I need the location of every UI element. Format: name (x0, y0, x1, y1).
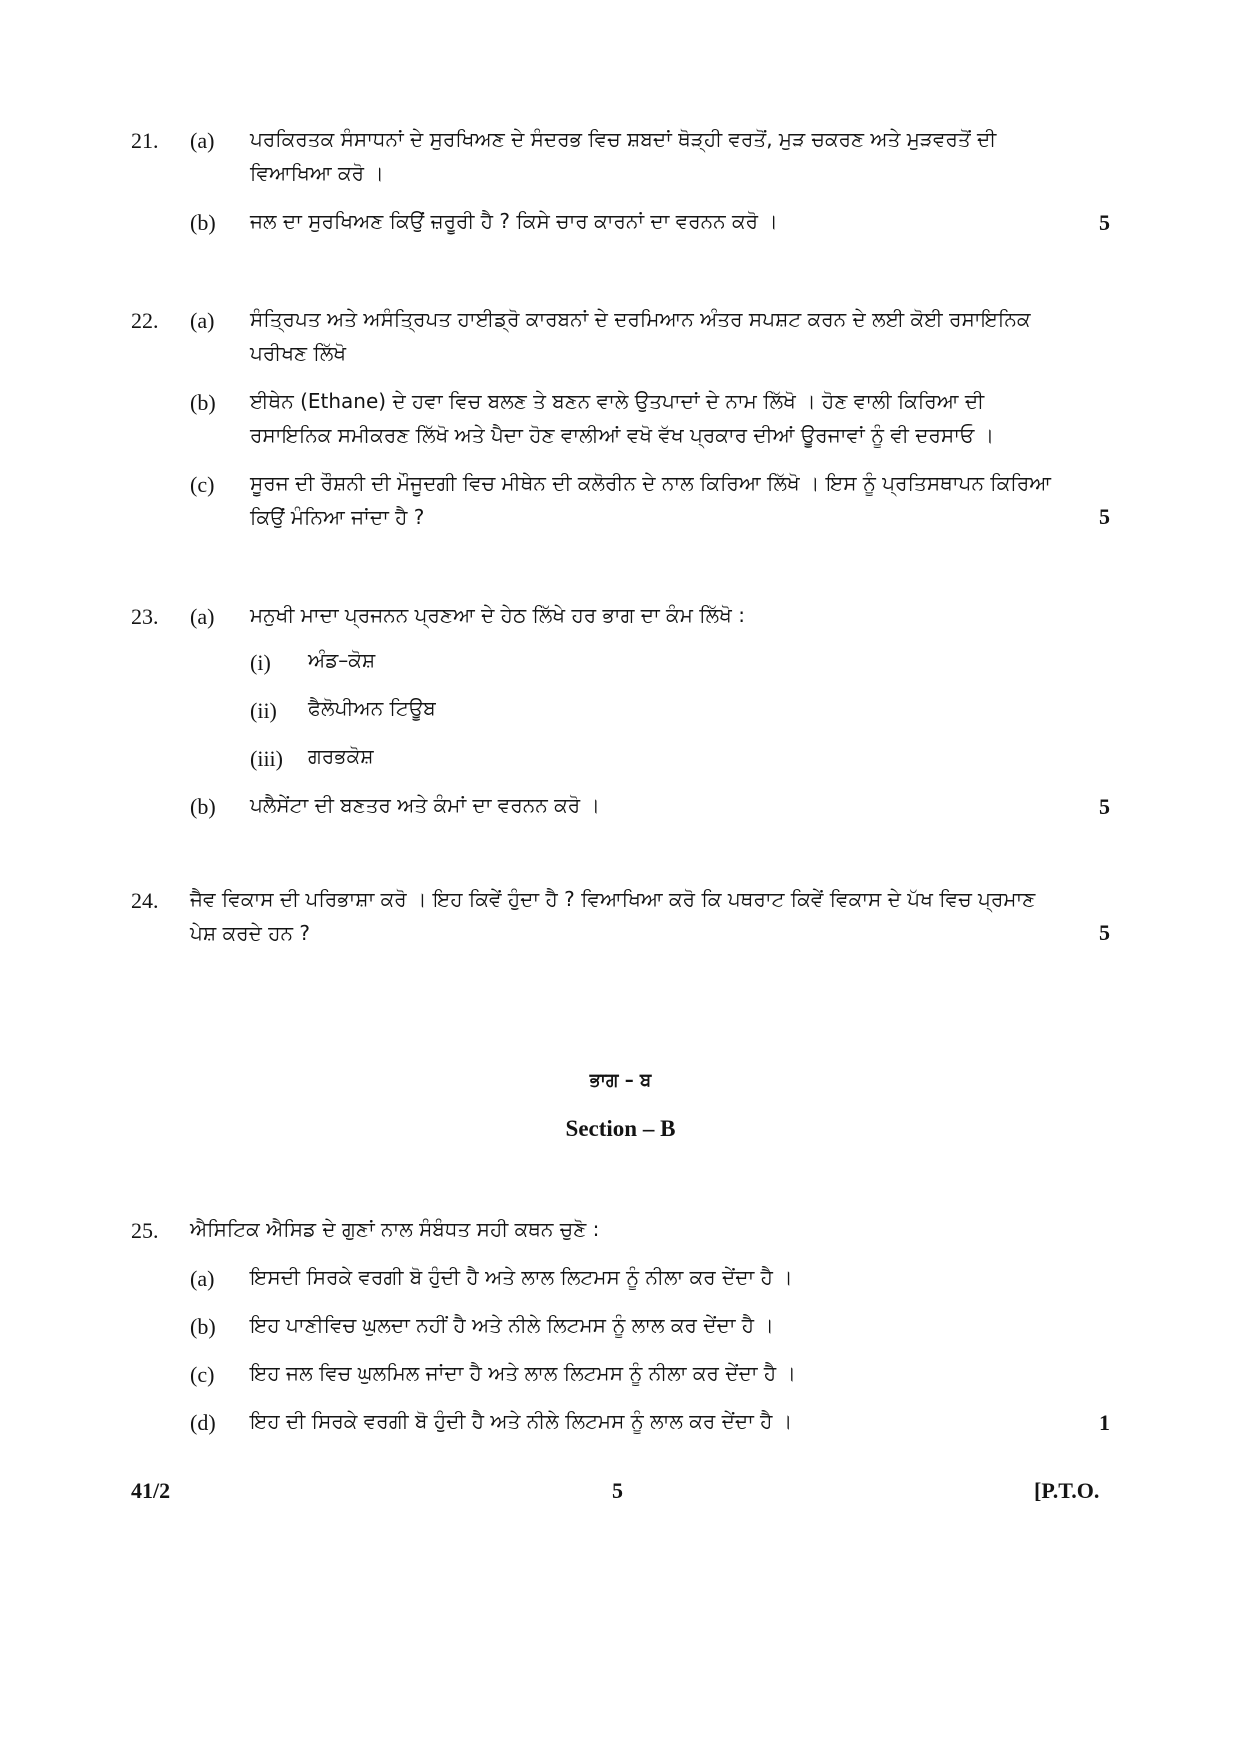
paper-code: 41/2 (131, 1478, 171, 1503)
subpart-label: (iii) (250, 746, 283, 771)
subpart-text: ਅੰਡ–ਕੋਸ਼ (308, 648, 376, 672)
question-number: 22. (131, 308, 159, 333)
marks: 5 (1099, 794, 1110, 819)
part-text: ਜਲ ਦਾ ਸੁਰਖਿਅਣ ਕਿਉਂ ਜ਼ਰੂਰੀ ਹੈ ? ਕਿਸੇ ਚਾਰ ਕਾਰਨਾਂ ਦਾ ਵਰਨਨ ਕਰੋ । (250, 209, 778, 233)
subpart-label: (i) (250, 650, 271, 675)
option-text: ਇਹ ਪਾਣੀਵਿਚ ਘੁਲਦਾ ਨਹੀਂ ਹੈ ਅਤੇ ਨੀਲੇ ਲਿਟਮਸ ਨੂੰ ਲਾਲ ਕਰ ਦੇਂਦਾ ਹੈ । (250, 1313, 774, 1337)
subpart-label: (ii) (250, 698, 277, 723)
question-number: 24. (131, 888, 159, 913)
option-label: (d) (190, 1410, 216, 1435)
part-label: (c) (190, 472, 215, 497)
part-text: ਸੰਤ੍ਰਿਪਤ ਅਤੇ ਅਸੰਤ੍ਰਿਪਤ ਹਾਈਡ੍ਰੋ ਕਾਰਬਨਾਂ ਦੇ ਦਰਮਿਆਨ ਅੰਤਰ ਸਪਸ਼ਟ ਕਰਨ ਦੇ ਲਈ ਕੋਈ ਰਸਾਇਨਿਕ ਪਰੀਖਣ ਲਿੱਖੋ (250, 307, 1031, 365)
part-label: (a) (190, 308, 215, 333)
part-label: (a) (190, 604, 215, 629)
marks: 1 (1099, 1410, 1110, 1435)
option-text: ਇਹ ਜਲ ਵਿਚ ਘੁਲਮਿਲ ਜਾਂਦਾ ਹੈ ਅਤੇ ਲਾਲ ਲਿਟਮਸ ਨੂੰ ਨੀਲਾ ਕਰ ਦੇਂਦਾ ਹੈ । (250, 1361, 796, 1385)
option-label: (c) (190, 1362, 215, 1387)
question-text: ਐਸਿਟਿਕ ਐਸਿਡ ਦੇ ਗੁਣਾਂ ਨਾਲ ਸੰਬੰਧਤ ਸਹੀ ਕਥਨ ਚੁਣੋ : (190, 1217, 600, 1241)
part-label: (b) (190, 210, 216, 235)
section-heading-punjabi: ਭਾਗ – ਬ (589, 1070, 652, 1091)
part-text: ਸੂਰਜ ਦੀ ਰੌਸ਼ਨੀ ਦੀ ਮੌਜੂਦਗੀ ਵਿਚ ਮੀਥੇਨ ਦੀ ਕਲੋਰੀਨ ਦੇ ਨਾਲ ਕਿਰਿਆ ਲਿੱਖੋ । ਇਸ ਨੂੰ ਪ੍ਰਤਿਸਥਾਪਨ ਕਿਰਿਆ ਕਿਉਂ ਮੰਨਿਆ ਜਾਂਦਾ ਹੈ ? (250, 471, 1051, 529)
part-text: ਈਥੇਨ (Ethane) ਦੇ ਹਵਾ ਵਿਚ ਬਲਣ ਤੇ ਬਣਨ ਵਾਲੇ ਉਤਪਾਦਾਂ ਦੇ ਨਾਮ ਲਿੱਖੋ । ਹੋਣ ਵਾਲੀ ਕਿਰਿਆ ਦੀ ਰਸਾਇਨਿਕ ਸਮੀਕਰਣ ਲਿੱਖੋ ਅਤੇ ਪੈਦਾ ਹੋਣ ਵਾਲੀਆਂ ਵਖੋ ਵੱਖ ਪ੍ਰਕਾਰ ਦੀਆਂ ਊਰਜਾਵਾਂ ਨੂੰ ਵੀ ਦਰਸਾਓ । (250, 389, 995, 447)
part-text: ਮਨੁਖੀ ਮਾਦਾ ਪ੍ਰਜਨਨ ਪ੍ਰਣਆ ਦੇ ਹੇਠ ਲਿੱਖੇ ਹਰ ਭਾਗ ਦਾ ਕੰਮ ਲਿੱਖੋ : (250, 603, 745, 627)
marks: 5 (1099, 920, 1110, 945)
part-text: ਪਰਕਿਰਤਕ ਸੰਸਾਧਨਾਂ ਦੇ ਸੁਰਖਿਅਣ ਦੇ ਸੰਦਰਭ ਵਿਚ ਸ਼ਬਦਾਂ ਥੋੜ੍ਹੀ ਵਰਤੋਂ, ਮੁੜ ਚਕਰਣ ਅਤੇ ਮੁੜਵਰਤੋਂ ਦੀ ਵਿਆਖਿਆ ਕਰੋ । (250, 127, 997, 185)
section-heading-english: Section – B (565, 1116, 676, 1141)
option-label: (b) (190, 1314, 216, 1339)
page-number: 5 (612, 1478, 623, 1503)
part-text: ਪਲੈਸੇਂਟਾ ਦੀ ਬਣਤਰ ਅਤੇ ਕੰਮਾਂ ਦਾ ਵਰਨਨ ਕਰੋ । (250, 793, 600, 817)
part-label: (a) (190, 128, 215, 153)
subpart-text: ਗਰਭਕੋਸ਼ (308, 744, 374, 768)
pto-note: [P.T.O. (1034, 1478, 1100, 1503)
option-text: ਇਹ ਦੀ ਸਿਰਕੇ ਵਰਗੀ ਬੋ ਹੁੰਦੀ ਹੈ ਅਤੇ ਨੀਲੇ ਲਿਟਮਸ ਨੂੰ ਲਾਲ ਕਰ ਦੇਂਦਾ ਹੈ । (250, 1409, 793, 1433)
question-number: 25. (131, 1218, 159, 1243)
question-number: 23. (131, 604, 159, 629)
part-label: (b) (190, 390, 216, 415)
marks: 5 (1099, 504, 1110, 529)
option-text: ਇਸਦੀ ਸਿਰਕੇ ਵਰਗੀ ਬੋ ਹੁੰਦੀ ਹੈ ਅਤੇ ਲਾਲ ਲਿਟਮਸ ਨੂੰ ਨੀਲਾ ਕਰ ਦੇਂਦਾ ਹੈ । (250, 1265, 793, 1289)
marks: 5 (1099, 210, 1110, 235)
question-number: 21. (131, 128, 159, 153)
subpart-text: ਫੈਲੋਪੀਅਨ ਟਿਊਬ (308, 696, 436, 720)
question-text: ਜੈਵ ਵਿਕਾਸ ਦੀ ਪਰਿਭਾਸ਼ਾ ਕਰੋ । ਇਹ ਕਿਵੇਂ ਹੁੰਦਾ ਹੈ ? ਵਿਆਖਿਆ ਕਰੋ ਕਿ ਪਥਰਾਟ ਕਿਵੇਂ ਵਿਕਾਸ ਦੇ ਪੱਖ ਵਿਚ ਪ੍ਰਮਾਣ ਪੇਸ਼ ਕਰਦੇ ਹਨ ? (190, 887, 1036, 945)
part-label: (b) (190, 794, 216, 819)
option-label: (a) (190, 1266, 215, 1291)
